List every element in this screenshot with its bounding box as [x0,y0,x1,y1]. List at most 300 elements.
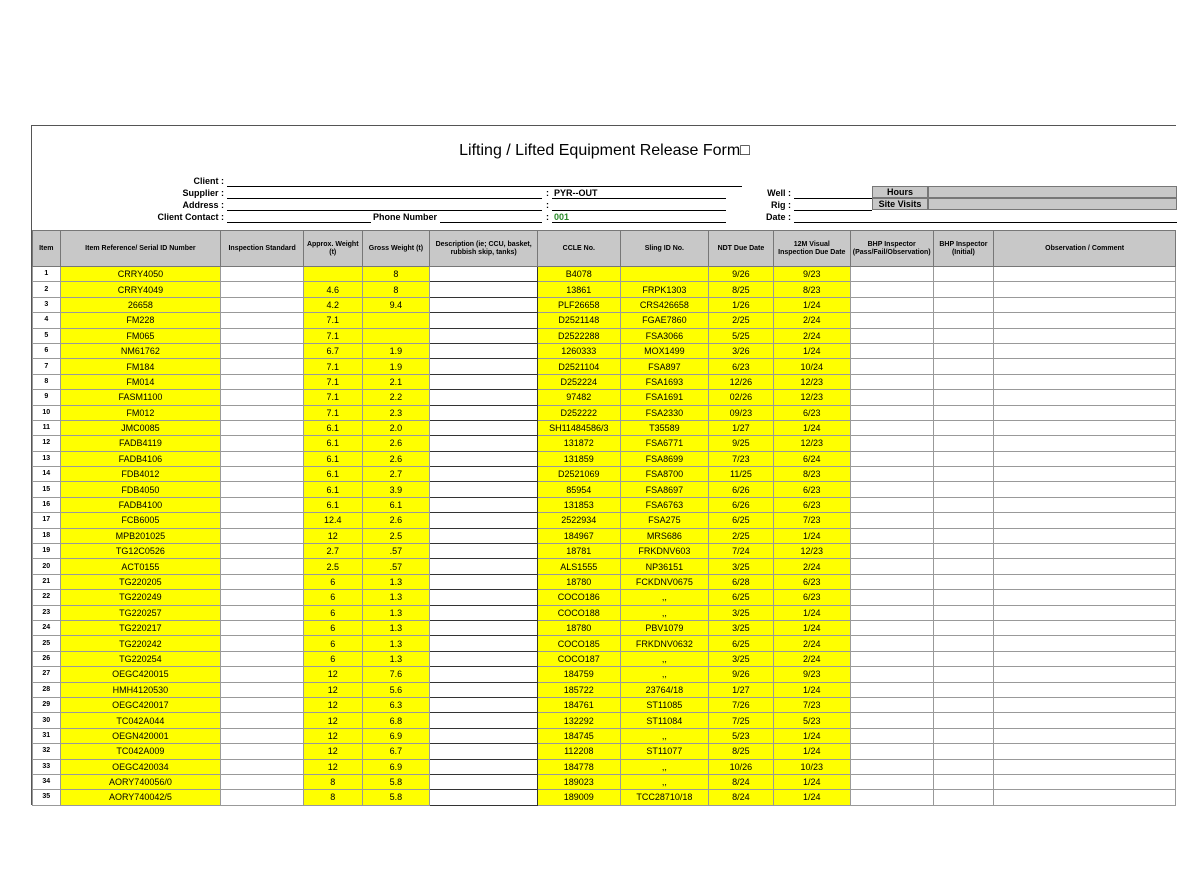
visual-inspection-due-cell: 7/23 [773,697,850,712]
item-reference-cell: CRRY4050 [60,267,221,282]
ccle-no-cell: SH11484586/3 [537,420,620,435]
visual-inspection-due-cell: 1/24 [773,744,850,759]
observation-comment-cell[interactable] [994,451,1176,466]
description-cell[interactable] [430,713,538,728]
table-row [33,759,1176,774]
col-header-visual-inspection-due: 12M Visual Inspection Due Date [773,231,850,267]
description-cell[interactable] [430,297,538,312]
ndt-due-date-cell: 6/23 [709,359,774,374]
ccle-no-cell: 112208 [537,744,620,759]
bhp-inspector-initial-cell[interactable] [933,297,994,312]
observation-comment-cell[interactable] [994,313,1176,328]
description-cell[interactable] [430,497,538,512]
bhp-inspector-initial-cell[interactable] [933,667,994,682]
visual-inspection-due-cell: 9/23 [773,267,850,282]
sling-id-cell: ,, [620,651,708,666]
description-cell[interactable] [430,790,538,805]
item-reference-cell: AORY740042/5 [60,790,221,805]
visual-inspection-due-cell: 1/24 [773,297,850,312]
visual-inspection-due-cell: 8/23 [773,282,850,297]
visual-inspection-due-cell: 1/24 [773,343,850,358]
item-number-cell: 16 [33,497,61,512]
observation-comment-cell[interactable] [994,374,1176,389]
inspection-standard-cell[interactable] [221,482,304,497]
bhp-inspector-result-cell[interactable] [850,620,933,635]
ndt-due-date-cell: 7/23 [709,451,774,466]
sling-id-cell: FGAE7860 [620,313,708,328]
inspection-standard-cell[interactable] [221,359,304,374]
bhp-inspector-result-cell[interactable] [850,574,933,589]
observation-comment-cell[interactable] [994,636,1176,651]
inspection-standard-cell[interactable] [221,328,304,343]
description-cell[interactable] [430,774,538,789]
ccle-no-cell: 189023 [537,774,620,789]
item-reference-cell: FASM1100 [60,390,221,405]
item-number-cell: 31 [33,728,61,743]
approx-weight-cell: 6 [303,590,362,605]
bhp-inspector-result-cell[interactable] [850,282,933,297]
ndt-due-date-cell: 8/25 [709,282,774,297]
approx-weight-cell: 2.5 [303,559,362,574]
bhp-inspector-initial-cell[interactable] [933,651,994,666]
client-contact-field[interactable] [227,222,371,223]
inspection-standard-cell[interactable] [221,436,304,451]
observation-comment-cell[interactable] [994,559,1176,574]
sling-id-cell: FCKDNV0675 [620,574,708,589]
bhp-inspector-result-cell[interactable] [850,359,933,374]
bhp-inspector-initial-cell[interactable] [933,790,994,805]
inspection-standard-cell[interactable] [221,497,304,512]
description-cell[interactable] [430,605,538,620]
item-reference-cell: FDB4012 [60,467,221,482]
ndt-due-date-cell: 6/25 [709,636,774,651]
inspection-standard-cell[interactable] [221,713,304,728]
approx-weight-cell: 12 [303,528,362,543]
item-reference-cell: CRRY4049 [60,282,221,297]
observation-comment-cell[interactable] [994,544,1176,559]
bhp-inspector-result-cell[interactable] [850,467,933,482]
gross-weight-cell: 2.3 [362,405,430,420]
description-cell[interactable] [430,759,538,774]
description-cell[interactable] [430,636,538,651]
inspection-standard-cell[interactable] [221,467,304,482]
inspection-standard-cell[interactable] [221,667,304,682]
ndt-due-date-cell: 8/25 [709,744,774,759]
inspection-standard-cell[interactable] [221,420,304,435]
observation-comment-cell[interactable] [994,759,1176,774]
bhp-inspector-result-cell[interactable] [850,759,933,774]
inspection-standard-cell[interactable] [221,697,304,712]
description-cell[interactable] [430,451,538,466]
ndt-due-date-cell: 1/27 [709,420,774,435]
description-cell[interactable] [430,667,538,682]
description-cell[interactable] [430,651,538,666]
ccle-no-cell: COCO186 [537,590,620,605]
description-cell[interactable] [430,728,538,743]
bhp-inspector-result-cell[interactable] [850,497,933,512]
description-cell[interactable] [430,682,538,697]
description-cell[interactable] [430,405,538,420]
item-number-cell: 13 [33,451,61,466]
inspection-standard-cell[interactable] [221,313,304,328]
bhp-inspector-result-cell[interactable] [850,482,933,497]
observation-comment-cell[interactable] [994,359,1176,374]
table-row [33,513,1176,528]
bhp-inspector-result-cell[interactable] [850,728,933,743]
description-cell[interactable] [430,513,538,528]
item-reference-cell: JMC0085 [60,420,221,435]
observation-comment-cell[interactable] [994,528,1176,543]
bhp-inspector-result-cell[interactable] [850,420,933,435]
gross-weight-cell: 2.7 [362,467,430,482]
observation-comment-cell[interactable] [994,467,1176,482]
gross-weight-cell: 8 [362,267,430,282]
item-number-cell: 9 [33,390,61,405]
bhp-inspector-initial-cell[interactable] [933,682,994,697]
bhp-inspector-initial-cell[interactable] [933,359,994,374]
item-number-cell: 27 [33,667,61,682]
description-cell[interactable] [430,282,538,297]
hours-field[interactable] [928,186,1177,198]
table-row [33,282,1176,297]
observation-comment-cell[interactable] [994,343,1176,358]
bhp-inspector-initial-cell[interactable] [933,574,994,589]
inspection-standard-cell[interactable] [221,282,304,297]
description-cell[interactable] [430,328,538,343]
bhp-inspector-initial-cell[interactable] [933,513,994,528]
gross-weight-cell: 1.3 [362,590,430,605]
bhp-inspector-result-cell[interactable] [850,651,933,666]
sling-id-cell: ST11084 [620,713,708,728]
bhp-inspector-initial-cell[interactable] [933,528,994,543]
table-row [33,728,1176,743]
inspection-standard-cell[interactable] [221,651,304,666]
bhp-inspector-result-cell[interactable] [850,528,933,543]
visual-inspection-due-cell: 6/24 [773,451,850,466]
approx-weight-cell: 2.7 [303,544,362,559]
approx-weight-cell: 6 [303,651,362,666]
ccle-no-cell: 85954 [537,482,620,497]
bhp-inspector-result-cell[interactable] [850,682,933,697]
observation-comment-cell[interactable] [994,436,1176,451]
description-cell[interactable] [430,544,538,559]
visual-inspection-due-cell: 2/24 [773,559,850,574]
bhp-inspector-result-cell[interactable] [850,451,933,466]
bhp-inspector-result-cell[interactable] [850,328,933,343]
item-reference-cell: TG220257 [60,605,221,620]
sling-id-cell: FSA8699 [620,451,708,466]
sling-id-cell: FSA3066 [620,328,708,343]
description-cell[interactable] [430,559,538,574]
gross-weight-cell: 6.7 [362,744,430,759]
visual-inspection-due-cell: 10/24 [773,359,850,374]
approx-weight-cell: 6.1 [303,436,362,451]
description-cell[interactable] [430,343,538,358]
ccle-no-cell: 18780 [537,620,620,635]
description-cell[interactable] [430,374,538,389]
ndt-due-date-cell: 7/25 [709,713,774,728]
bhp-inspector-initial-cell[interactable] [933,744,994,759]
description-cell[interactable] [430,574,538,589]
bhp-inspector-initial-cell[interactable] [933,620,994,635]
bhp-inspector-result-cell[interactable] [850,343,933,358]
approx-weight-cell: 7.1 [303,374,362,389]
ccle-no-cell: 132292 [537,713,620,728]
gross-weight-cell: 6.1 [362,497,430,512]
bhp-inspector-result-cell[interactable] [850,267,933,282]
bhp-inspector-initial-cell[interactable] [933,497,994,512]
bhp-inspector-result-cell[interactable] [850,636,933,651]
supplier-field[interactable] [227,198,542,199]
gross-weight-cell: 1.3 [362,574,430,589]
bhp-inspector-result-cell[interactable] [850,559,933,574]
item-reference-cell: 26658 [60,297,221,312]
inspection-standard-cell[interactable] [221,405,304,420]
date-field[interactable] [794,222,1177,223]
observation-comment-cell[interactable] [994,713,1176,728]
inspection-standard-cell[interactable] [221,774,304,789]
inspection-standard-cell[interactable] [221,620,304,635]
approx-weight-cell: 7.1 [303,359,362,374]
inspection-standard-cell[interactable] [221,528,304,543]
inspection-standard-cell[interactable] [221,636,304,651]
site-visits-field[interactable] [928,198,1177,210]
table-row [33,482,1176,497]
bhp-inspector-result-cell[interactable] [850,667,933,682]
approx-weight-cell: 7.1 [303,328,362,343]
ccle-no-cell: 97482 [537,390,620,405]
description-cell[interactable] [430,420,538,435]
observation-comment-cell[interactable] [994,405,1176,420]
observation-comment-cell[interactable] [994,574,1176,589]
table-row [33,359,1176,374]
bhp-inspector-result-cell[interactable] [850,697,933,712]
bhp-inspector-initial-cell[interactable] [933,605,994,620]
table-row [33,620,1176,635]
inspection-standard-cell[interactable] [221,390,304,405]
table-header-row [33,231,1176,267]
description-cell[interactable] [430,528,538,543]
approx-weight-cell: 8 [303,774,362,789]
sling-id-cell: FSA897 [620,359,708,374]
observation-comment-cell[interactable] [994,744,1176,759]
sling-id-cell: FSA2330 [620,405,708,420]
bhp-inspector-initial-cell[interactable] [933,328,994,343]
observation-comment-cell[interactable] [994,667,1176,682]
bhp-inspector-result-cell[interactable] [850,390,933,405]
bhp-inspector-initial-cell[interactable] [933,482,994,497]
item-reference-cell: FDB4050 [60,482,221,497]
observation-comment-cell[interactable] [994,420,1176,435]
inspection-standard-cell[interactable] [221,544,304,559]
description-cell[interactable] [430,744,538,759]
observation-comment-cell[interactable] [994,297,1176,312]
bhp-inspector-initial-cell[interactable] [933,374,994,389]
inspection-standard-cell[interactable] [221,744,304,759]
observation-comment-cell[interactable] [994,620,1176,635]
ccle-no-cell: 131853 [537,497,620,512]
item-number-cell: 29 [33,697,61,712]
description-cell[interactable] [430,697,538,712]
inspection-standard-cell[interactable] [221,790,304,805]
bhp-inspector-result-cell[interactable] [850,744,933,759]
table-row [33,497,1176,512]
bhp-inspector-result-cell[interactable] [850,405,933,420]
sling-id-cell: FRPK1303 [620,282,708,297]
inspection-standard-cell[interactable] [221,574,304,589]
bhp-inspector-initial-cell[interactable] [933,390,994,405]
bhp-inspector-result-cell[interactable] [850,297,933,312]
table-row [33,713,1176,728]
ndt-due-date-cell: 2/25 [709,313,774,328]
observation-comment-cell[interactable] [994,482,1176,497]
inspection-standard-cell[interactable] [221,559,304,574]
inspection-standard-cell[interactable] [221,605,304,620]
bhp-inspector-result-cell[interactable] [850,590,933,605]
ndt-due-date-cell: 2/25 [709,528,774,543]
gross-weight-cell: .57 [362,559,430,574]
phone-code-line[interactable] [552,222,726,223]
item-reference-cell: OEGC420015 [60,667,221,682]
well-field[interactable] [794,198,872,199]
ndt-due-date-cell: 7/24 [709,544,774,559]
bhp-inspector-result-cell[interactable] [850,790,933,805]
gross-weight-cell: 6.8 [362,713,430,728]
bhp-inspector-initial-cell[interactable] [933,759,994,774]
observation-comment-cell[interactable] [994,513,1176,528]
visual-inspection-due-cell: 12/23 [773,390,850,405]
bhp-inspector-initial-cell[interactable] [933,420,994,435]
inspection-standard-cell[interactable] [221,297,304,312]
inspection-standard-cell[interactable] [221,267,304,282]
item-number-cell: 7 [33,359,61,374]
observation-comment-cell[interactable] [994,390,1176,405]
gross-weight-cell: 7.6 [362,667,430,682]
inspection-standard-cell[interactable] [221,451,304,466]
bhp-inspector-result-cell[interactable] [850,605,933,620]
description-cell[interactable] [430,482,538,497]
description-cell[interactable] [430,590,538,605]
observation-comment-cell[interactable] [994,282,1176,297]
approx-weight-cell: 6 [303,605,362,620]
bhp-inspector-initial-cell[interactable] [933,590,994,605]
inspection-standard-cell[interactable] [221,374,304,389]
address-field[interactable] [227,210,542,211]
approx-weight-cell: 12 [303,697,362,712]
ccle-no-cell: D2521069 [537,467,620,482]
item-number-cell: 28 [33,682,61,697]
observation-comment-cell[interactable] [994,605,1176,620]
inspection-standard-cell[interactable] [221,590,304,605]
bhp-inspector-initial-cell[interactable] [933,343,994,358]
item-number-cell: 19 [33,544,61,559]
description-cell[interactable] [430,436,538,451]
bhp-inspector-result-cell[interactable] [850,513,933,528]
bhp-inspector-initial-cell[interactable] [933,774,994,789]
phone-number-field[interactable] [440,222,542,223]
description-cell[interactable] [430,267,538,282]
description-cell[interactable] [430,390,538,405]
description-cell[interactable] [430,359,538,374]
description-cell[interactable] [430,467,538,482]
bhp-inspector-initial-cell[interactable] [933,282,994,297]
bhp-inspector-initial-cell[interactable] [933,636,994,651]
observation-comment-cell[interactable] [994,774,1176,789]
approx-weight-cell: 4.2 [303,297,362,312]
observation-comment-cell[interactable] [994,790,1176,805]
item-reference-cell: TG12C0526 [60,544,221,559]
item-reference-cell: FM184 [60,359,221,374]
bhp-inspector-initial-cell[interactable] [933,559,994,574]
inspection-standard-cell[interactable] [221,513,304,528]
item-reference-cell: FADB4106 [60,451,221,466]
observation-comment-cell[interactable] [994,728,1176,743]
bhp-inspector-initial-cell[interactable] [933,405,994,420]
gross-weight-cell: 1.3 [362,620,430,635]
bhp-inspector-initial-cell[interactable] [933,467,994,482]
sling-id-cell [620,267,708,282]
sling-id-cell: 23764/18 [620,682,708,697]
rig-field[interactable] [794,210,872,211]
observation-comment-cell[interactable] [994,497,1176,512]
observation-comment-cell[interactable] [994,328,1176,343]
bhp-inspector-initial-cell[interactable] [933,267,994,282]
bhp-inspector-initial-cell[interactable] [933,697,994,712]
observation-comment-cell[interactable] [994,697,1176,712]
col-header-ndt-due-date: NDT Due Date [709,231,774,267]
description-cell[interactable] [430,620,538,635]
ndt-due-date-cell: 3/25 [709,620,774,635]
bhp-inspector-result-cell[interactable] [850,374,933,389]
bhp-inspector-initial-cell[interactable] [933,313,994,328]
item-number-cell: 22 [33,590,61,605]
inspection-standard-cell[interactable] [221,759,304,774]
observation-comment-cell[interactable] [994,682,1176,697]
supplier-code-line[interactable] [552,198,726,199]
item-number-cell: 15 [33,482,61,497]
bhp-inspector-result-cell[interactable] [850,313,933,328]
sling-id-cell: FSA6771 [620,436,708,451]
item-number-cell: 20 [33,559,61,574]
observation-comment-cell[interactable] [994,590,1176,605]
bhp-inspector-result-cell[interactable] [850,436,933,451]
client-field[interactable] [227,186,742,187]
bhp-inspector-initial-cell[interactable] [933,436,994,451]
inspection-standard-cell[interactable] [221,682,304,697]
description-cell[interactable] [430,313,538,328]
approx-weight-cell: 12 [303,728,362,743]
bhp-inspector-result-cell[interactable] [850,774,933,789]
item-number-cell: 17 [33,513,61,528]
sling-id-cell: ,, [620,728,708,743]
item-reference-cell: AORY740056/0 [60,774,221,789]
item-number-cell: 8 [33,374,61,389]
inspection-standard-cell[interactable] [221,728,304,743]
inspection-standard-cell[interactable] [221,343,304,358]
bhp-inspector-initial-cell[interactable] [933,728,994,743]
gross-weight-cell: 9.4 [362,297,430,312]
observation-comment-cell[interactable] [994,267,1176,282]
bhp-inspector-result-cell[interactable] [850,544,933,559]
item-reference-cell: TG220205 [60,574,221,589]
bhp-inspector-initial-cell[interactable] [933,451,994,466]
bhp-inspector-result-cell[interactable] [850,713,933,728]
approx-weight-cell: 6 [303,636,362,651]
bhp-inspector-initial-cell[interactable] [933,713,994,728]
address-extra-field[interactable] [552,210,726,211]
bhp-inspector-initial-cell[interactable] [933,544,994,559]
observation-comment-cell[interactable] [994,651,1176,666]
